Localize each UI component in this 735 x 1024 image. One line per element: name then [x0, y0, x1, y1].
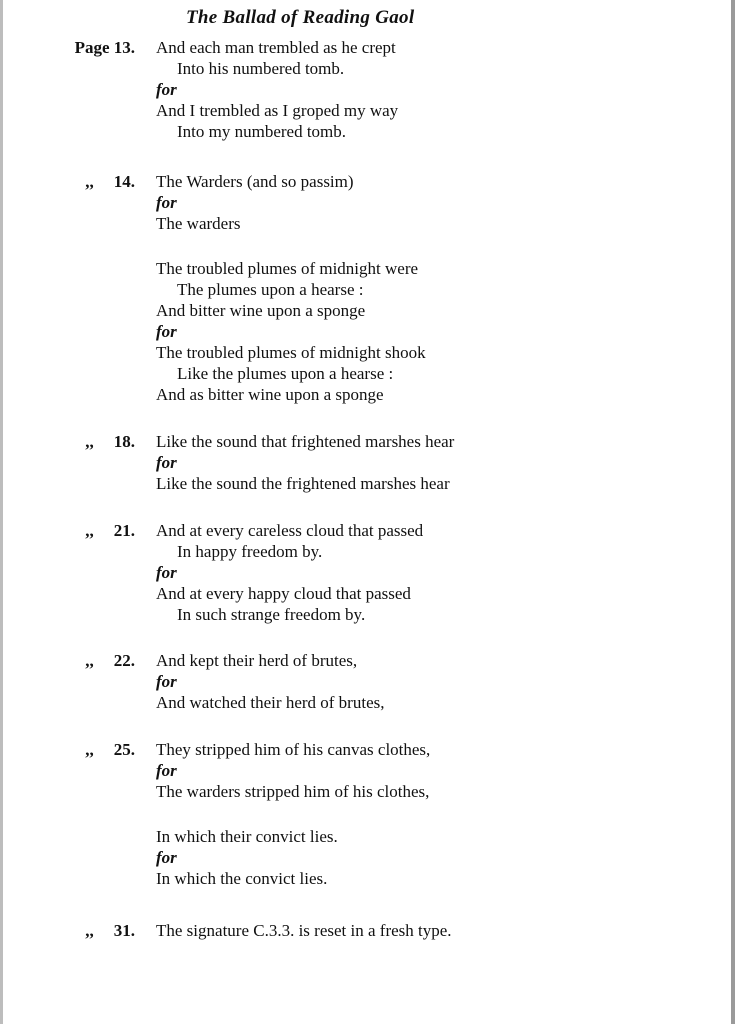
correction-lines: [156, 171, 426, 405]
correction-lines: [156, 431, 454, 494]
verse-line: And kept their herd of brutes,: [156, 651, 358, 670]
verse-line: They stripped him of his canvas clothes,: [156, 740, 431, 759]
verse-line: The warders: [156, 214, 241, 233]
verse-line: Like the plumes upon a hearse :: [177, 364, 394, 383]
verse-line: Like the sound that frightened marshes hear: [156, 432, 455, 451]
for-connector: for: [156, 193, 177, 212]
for-connector: for: [156, 848, 177, 867]
verse-line: In happy freedom by.: [177, 542, 323, 561]
for-connector: for: [156, 563, 177, 582]
verse-line: The troubled plumes of midnight shook: [156, 343, 426, 362]
correction-lines: [156, 650, 384, 713]
page-number: 25.: [113, 740, 135, 759]
page-reference: [85, 739, 135, 760]
verse-line: Into his numbered tomb.: [177, 59, 345, 78]
ditto-mark: ,,: [85, 740, 94, 759]
verse-line: The warders stripped him of his clothes,: [156, 782, 430, 801]
page-left-edge: [0, 0, 3, 1024]
verse-line: And each man trembled as he crept: [156, 38, 396, 57]
for-connector: for: [156, 672, 177, 691]
verse-line: And bitter wine upon a sponge: [156, 301, 366, 320]
page-reference: [85, 920, 135, 941]
page-number: Page 13.: [74, 38, 135, 57]
verse-line: The Warders (and so passim): [156, 172, 354, 191]
for-connector: for: [156, 322, 177, 341]
page-reference: [85, 171, 135, 192]
page-reference: [85, 650, 135, 671]
verse-line: The plumes upon a hearse :: [177, 280, 364, 299]
line-gap: [156, 234, 426, 258]
ditto-mark: ,,: [85, 432, 94, 451]
for-connector: for: [156, 453, 177, 472]
ditto-mark: ,,: [85, 921, 94, 940]
page-reference: [85, 520, 135, 541]
page-reference: [75, 37, 135, 58]
page-number: 31.: [113, 921, 135, 940]
correction-lines: [156, 520, 423, 625]
ditto-mark: ,,: [85, 521, 94, 540]
page-reference: [85, 431, 135, 452]
line-gap: [156, 802, 430, 826]
verse-line: In which their convict lies.: [156, 827, 338, 846]
verse-line: And at every careless cloud that passed: [156, 521, 424, 540]
page-title: The Ballad of Reading Gaol: [186, 7, 415, 28]
verse-line: The signature C.3.3. is reset in a fresh type.: [156, 921, 452, 940]
verse-line: And at every happy cloud that passed: [156, 584, 411, 603]
ditto-mark: ,,: [85, 651, 94, 670]
verse-line: Like the sound the frightened marshes hear: [156, 474, 450, 493]
page-number: 18.: [113, 432, 135, 451]
ditto-mark: ,,: [85, 172, 94, 191]
correction-lines: [156, 739, 430, 889]
page-number: 14.: [113, 172, 135, 191]
verse-line: The troubled plumes of midnight were: [156, 259, 419, 278]
verse-line: And watched their herd of brutes,: [156, 693, 385, 712]
verse-line: In which the convict lies.: [156, 869, 328, 888]
for-connector: for: [156, 80, 177, 99]
correction-lines: [156, 37, 398, 142]
page-number: 22.: [113, 651, 135, 670]
verse-line: And as bitter wine upon a sponge: [156, 385, 384, 404]
verse-line: And I trembled as I groped my way: [156, 101, 399, 120]
page-right-edge: [731, 0, 735, 1024]
for-connector: for: [156, 761, 177, 780]
verse-line: Into my numbered tomb.: [177, 122, 347, 141]
correction-lines: [156, 920, 452, 941]
page-number: 21.: [113, 521, 135, 540]
verse-line: In such strange freedom by.: [177, 605, 366, 624]
